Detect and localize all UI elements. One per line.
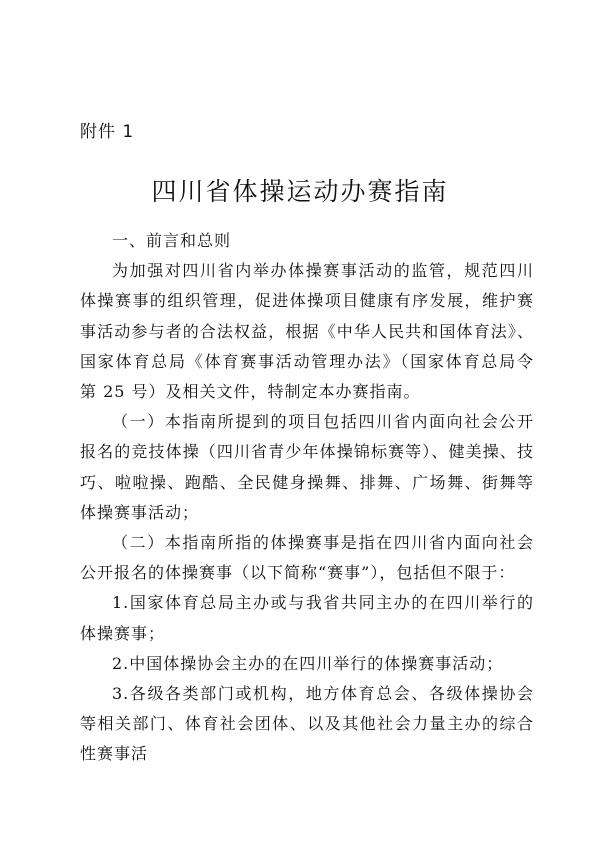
document-body — [80, 226, 534, 770]
attachment-label: 附件 1 — [80, 122, 135, 142]
scope-item-1: （一）本指南所提到的项目包括四川省内面向社会公开报名的竞技体操（四川省青少年体操锦标赛等）、健美操、技巧、啦啦操、跑酷、全民健身操舞、排舞、广场舞、街舞等体操赛事活动； — [80, 412, 534, 522]
intro-paragraph: 为加强对四川省内举办体操赛事活动的监管，规范四川体操赛事的组织管理，促进体操项目健康有序发展，维护赛事活动参与者的合法权益，根据《中华人民共和国体育法》、国家体育总局《体育赛事活动管理办法》（国家体育总局令 第 25 号）及相关文件，特制定本办赛指南。 — [80, 261, 534, 402]
document-title: 四川省体操运动办赛指南 — [151, 177, 449, 206]
sub-item-2: 2.中国体操协会主办的在四川举行的体操赛事活动； — [112, 653, 504, 673]
sub-item-1: 1.国家体育总局主办或与我省共同主办的在四川举行的体操赛事； — [80, 593, 534, 643]
sub-item-3: 3.各级各类部门或机构，地方体育总会、各级体操协会等相关部门、体育社会团体、以及其他社会力量主办的综合性赛事活 — [80, 684, 534, 764]
scope-item-2: （二）本指南所指的体操赛事是指在四川省内面向社会公开报名的体操赛事（以下简称“赛事”），包括但不限于： — [80, 533, 534, 583]
section-heading: 一、前言和总则 — [112, 231, 232, 250]
